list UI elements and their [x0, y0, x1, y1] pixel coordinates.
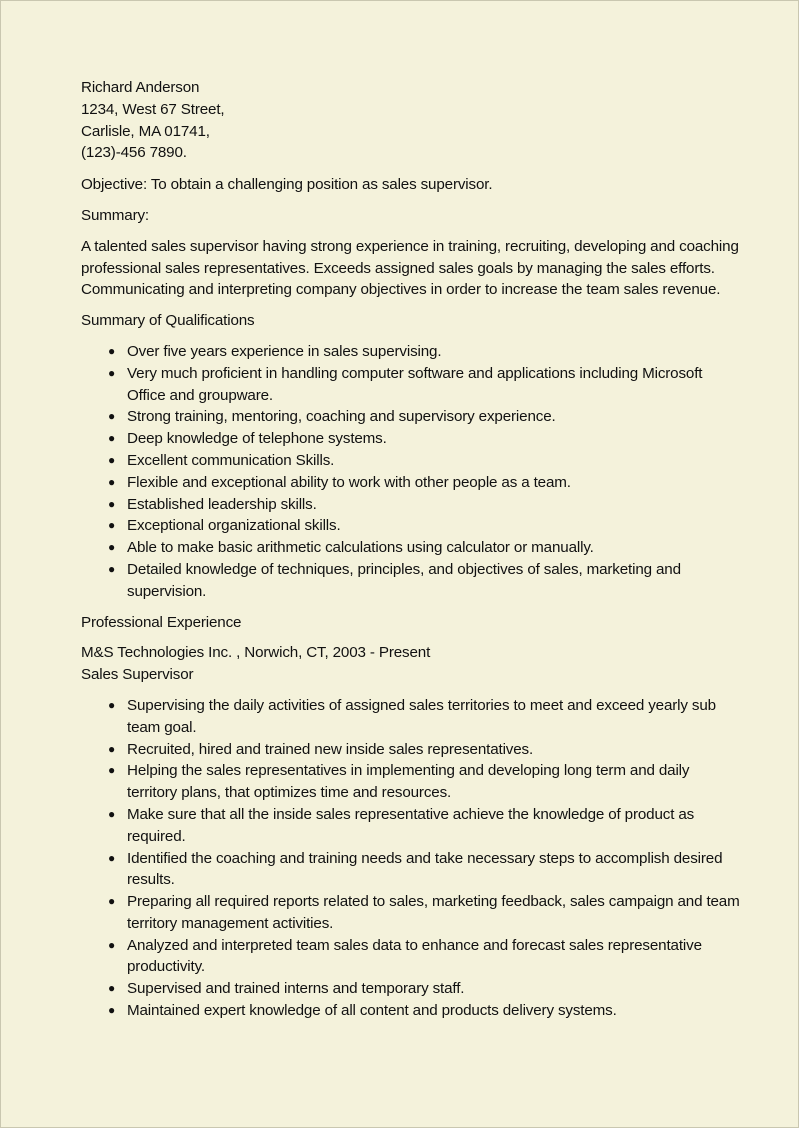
list-item [108, 515, 741, 537]
bullet-icon: ● [108, 540, 116, 555]
list-item-text: Over five years experience in sales supervising. [127, 342, 442, 360]
summary-text: A talented sales supervisor having strong experience in training, recruiting, developing and coaching professional sales representatives. Exceeds assigned sales goals by managing the sales efforts. Communicating and interpreting company objectives in order to increase the team sales revenue. [81, 237, 739, 299]
candidate-name: Richard Anderson [81, 79, 200, 96]
list-item [108, 1000, 741, 1022]
list-item-text: Established leadership skills. [127, 495, 317, 513]
bullet-icon: ● [108, 850, 116, 865]
list-item-text: Exceptional organizational skills. [127, 517, 341, 535]
bullet-icon: ● [108, 365, 116, 380]
list-item [108, 363, 741, 407]
bullet-icon: ● [108, 981, 116, 996]
list-item [108, 406, 741, 428]
list-item [108, 450, 741, 472]
list-item-text: Very much proficient in handling computer software and applications including Microsoft Office and groupware. [127, 364, 703, 404]
bullet-icon: ● [108, 741, 116, 756]
experience-heading: Professional Experience [81, 613, 242, 631]
bullet-icon: ● [108, 763, 116, 778]
list-item [108, 494, 741, 516]
list-item-text: Helping the sales representatives in implementing and developing long term and daily territory plans, that optimizes time and resources. [127, 762, 690, 802]
bullet-icon: ● [108, 561, 116, 576]
list-item [108, 428, 741, 450]
qualifications-list [81, 341, 741, 603]
list-item [108, 739, 741, 761]
bullet-icon: ● [108, 343, 116, 358]
bullet-icon: ● [108, 1003, 116, 1018]
bullet-icon: ● [108, 409, 116, 424]
list-item-text: Maintained expert knowledge of all content and products delivery systems. [127, 1002, 617, 1020]
company-line: M&S Technologies Inc. , Norwich, CT, 2003 - Present [81, 644, 431, 662]
resume-content [81, 77, 741, 1022]
list-item-text: Supervising the daily activities of assigned sales territories to meet and exceed yearly sub team goal. [127, 696, 716, 736]
bullet-icon: ● [108, 894, 116, 909]
list-item [108, 537, 741, 559]
objective-section [81, 174, 741, 196]
bullet-icon: ● [108, 496, 116, 511]
list-item-text: Detailed knowledge of techniques, principles, and objectives of sales, marketing and supervision. [127, 560, 681, 600]
phone-number: (123)-456 7890. [81, 144, 187, 162]
list-item-text: Strong training, mentoring, coaching and supervisory experience. [127, 408, 556, 426]
bullet-icon: ● [108, 697, 116, 712]
summary-heading: Summary: [81, 206, 149, 224]
address-line-2: Carlisle, MA 01741, [81, 122, 210, 140]
list-item [108, 804, 741, 848]
list-item [108, 891, 741, 935]
list-item-text: Deep knowledge of telephone systems. [127, 430, 387, 448]
list-item [108, 760, 741, 804]
job-title: Sales Supervisor [81, 666, 194, 684]
list-item-text: Flexible and exceptional ability to work with other people as a team. [127, 473, 571, 491]
list-item [108, 978, 741, 1000]
bullet-icon: ● [108, 474, 116, 489]
objective-label: Objective: [81, 176, 148, 194]
bullet-icon: ● [108, 452, 116, 467]
list-item-text: Excellent communication Skills. [127, 451, 335, 469]
list-item-text: Identified the coaching and training needs and take necessary steps to accomplish desired results. [127, 849, 723, 889]
list-item-text: Preparing all required reports related to sales, marketing feedback, sales campaign and team territory management activities. [127, 893, 740, 932]
list-item [108, 472, 741, 494]
list-item [108, 935, 741, 979]
address-line-1: 1234, West 67 Street, [81, 100, 225, 118]
list-item [108, 341, 741, 363]
bullet-icon: ● [108, 937, 116, 952]
list-item-text: Able to make basic arithmetic calculations using calculator or manually. [127, 539, 594, 557]
list-item-text: Supervised and trained interns and temporary staff. [127, 980, 465, 998]
list-item-text: Analyzed and interpreted team sales data to enhance and forecast sales representative productivity. [127, 936, 702, 976]
qualifications-heading: Summary of Qualifications [81, 312, 255, 330]
list-item-text: Make sure that all the inside sales representative achieve the knowledge of product as required. [127, 805, 695, 845]
bullet-icon: ● [108, 431, 116, 446]
bullet-icon: ● [108, 518, 116, 533]
list-item [108, 695, 741, 739]
list-item-text: Recruited, hired and trained new inside sales representatives. [127, 740, 534, 758]
list-item [108, 559, 741, 603]
list-item [108, 848, 741, 892]
bullet-icon: ● [108, 806, 116, 821]
objective-text: To obtain a challenging position as sales supervisor. [147, 176, 493, 194]
experience-list [81, 695, 741, 1022]
